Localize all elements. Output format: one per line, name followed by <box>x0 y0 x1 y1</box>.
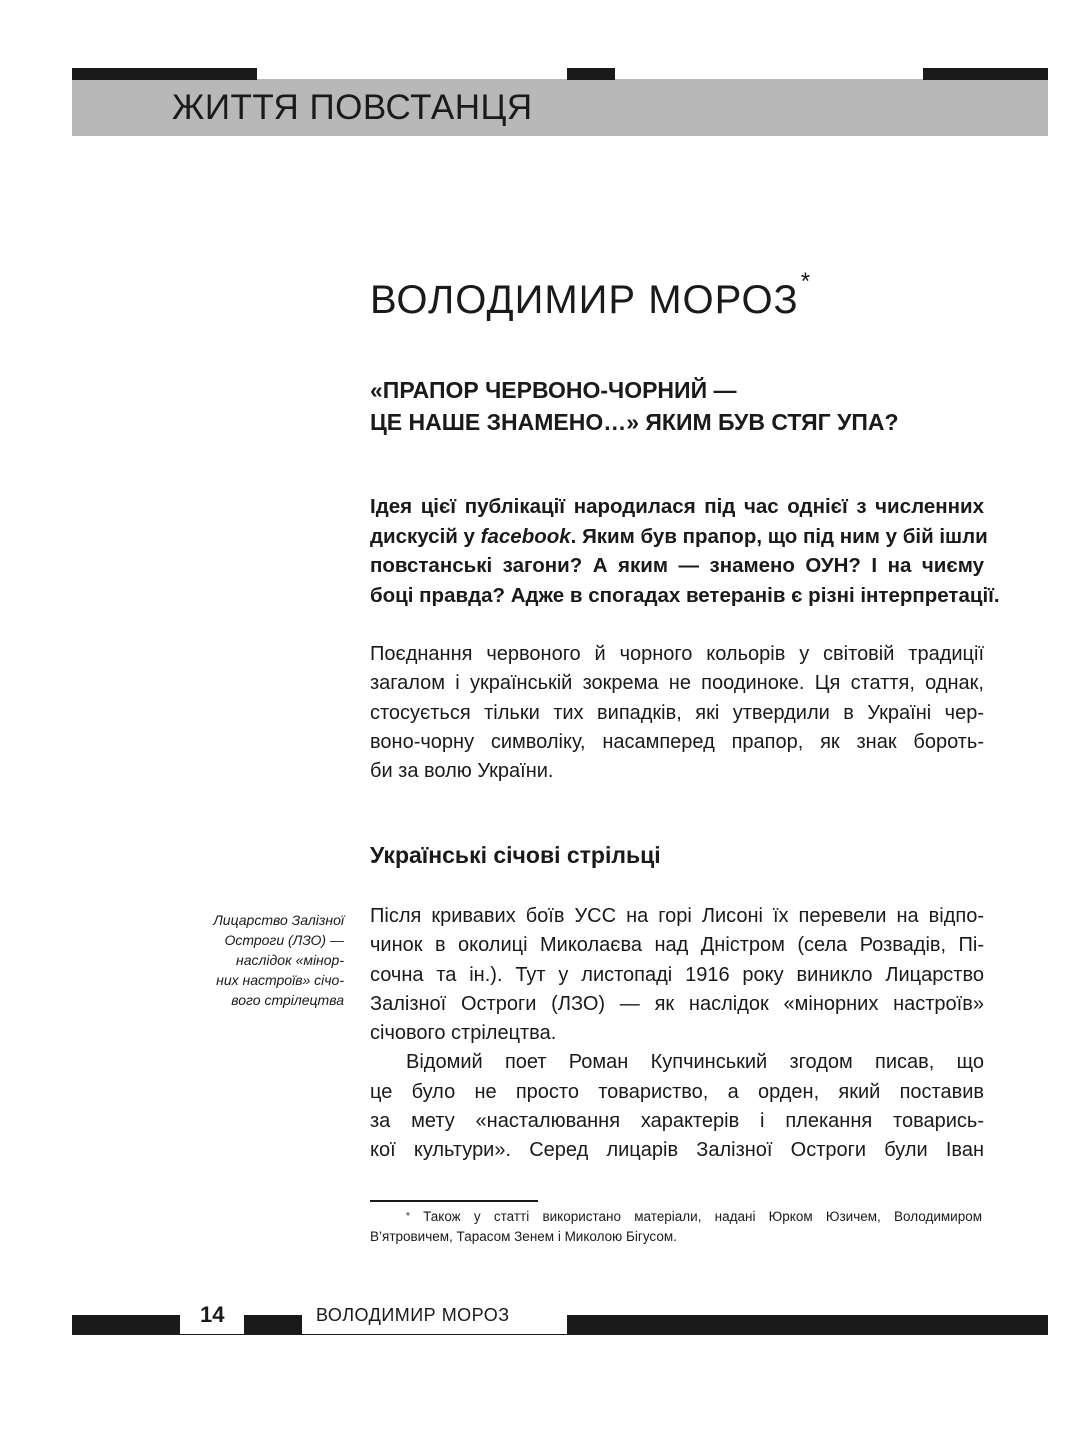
body-line: січового стрілецтва. <box>370 1022 557 1045</box>
footer-bar-left <box>72 1315 180 1335</box>
section-body <box>370 902 984 1166</box>
margin-note-line: Лицарство Залізної <box>213 912 344 928</box>
intro-paragraph <box>370 640 984 786</box>
section-header-title: ЖИТТЯ ПОВСТАНЦЯ <box>172 88 533 127</box>
body-line: це було не просто товариство, а орден, який поставив <box>370 1080 984 1103</box>
footnote-line: В’ятровичем, Тарасом Зенем і Миколою Бігусом. <box>370 1229 677 1244</box>
lead-line <box>370 522 988 552</box>
body-line: за мету «насталювання характерів і плекання товарись- <box>370 1110 984 1133</box>
lead-line: Ідея цієї публікації народилася під час однієї з численних <box>370 495 984 518</box>
footnote-rule <box>370 1200 538 1202</box>
margin-note-line: вого стрілецтва <box>231 992 344 1008</box>
header-bar-left <box>72 68 257 80</box>
subtitle-line: «ПРАПОР ЧЕРВОНО-ЧОРНИЙ — <box>370 377 737 403</box>
header-bar-mid <box>567 68 615 80</box>
intro-line: би за волю України. <box>370 760 554 783</box>
page-number: 14 <box>200 1302 225 1327</box>
lead-paragraph <box>370 492 1000 610</box>
footnote-mark: * <box>406 1211 410 1222</box>
intro-line: загалом і українській зокрема не поодиноке. Ця стаття, однак, <box>370 672 984 695</box>
intro-line: Поєднання червоного й чорного кольорів у світовій традиції <box>370 643 984 665</box>
footer-bar-right <box>567 1315 1048 1335</box>
article-subtitle <box>370 374 1010 438</box>
footnote-text: Також у статті використано матеріали, надані Юрком Юзичем, Володимиром <box>423 1209 982 1224</box>
author-name: ВОЛОДИМИР МОРОЗ <box>370 278 799 322</box>
margin-note-line: них настроїв» січо- <box>216 972 344 988</box>
section-heading: Українські січові стрільці <box>370 842 661 868</box>
header-bar-right <box>923 68 1048 80</box>
lead-line: боці правда? Адже в спогадах ветеранів є різні інтерпретації. <box>370 583 1000 607</box>
lead-emphasis-facebook: facebook <box>480 524 571 548</box>
article-author <box>370 268 812 323</box>
intro-line: стосується тільки тих випадків, які утвердили в Україні чер- <box>370 701 984 724</box>
running-title: ВОЛОДИМИР МОРОЗ <box>316 1305 510 1325</box>
margin-note <box>150 910 344 1010</box>
lead-line-part: . Яким був прапор, що під ним у бій ішли <box>570 524 988 548</box>
margin-note-line: Остроги (ЛЗО) — <box>224 932 344 948</box>
body-line: чинок в околиці Миколаєва над Дністром (села Розвадів, Пі- <box>370 934 984 957</box>
footnote-line <box>370 1207 982 1227</box>
lead-line-part: дискусій у <box>370 524 481 548</box>
margin-note-line: наслідок «мінор- <box>236 952 344 968</box>
subtitle-line: ЦЕ НАШЕ ЗНАМЕНО…» ЯКИМ БУВ СТЯГ УПА? <box>370 409 899 435</box>
body-line: Залізної Остроги (ЛЗО) — як наслідок «мінорних настроїв» <box>370 992 984 1015</box>
author-footnote-mark: * <box>800 268 812 295</box>
intro-line: воно-чорну символіку, насамперед прапор, як знак бороть- <box>370 730 984 753</box>
footnote <box>370 1207 982 1247</box>
footer-bar-mid <box>244 1315 302 1335</box>
lead-line: повстанські загони? А яким — знамено ОУН? І на чиєму <box>370 554 984 577</box>
body-line: кої культури». Серед лицарів Залізної Остроги були Іван <box>370 1139 984 1162</box>
body-line: сочна та ін.). Тут у листопаді 1916 року виникло Лицарство <box>370 963 984 986</box>
body-line: Після кривавих боїв УСС на горі Лисоні їх перевели на відпо- <box>370 905 984 927</box>
body-line: Відомий поет Роман Купчинський згодом писав, що <box>406 1051 984 1074</box>
